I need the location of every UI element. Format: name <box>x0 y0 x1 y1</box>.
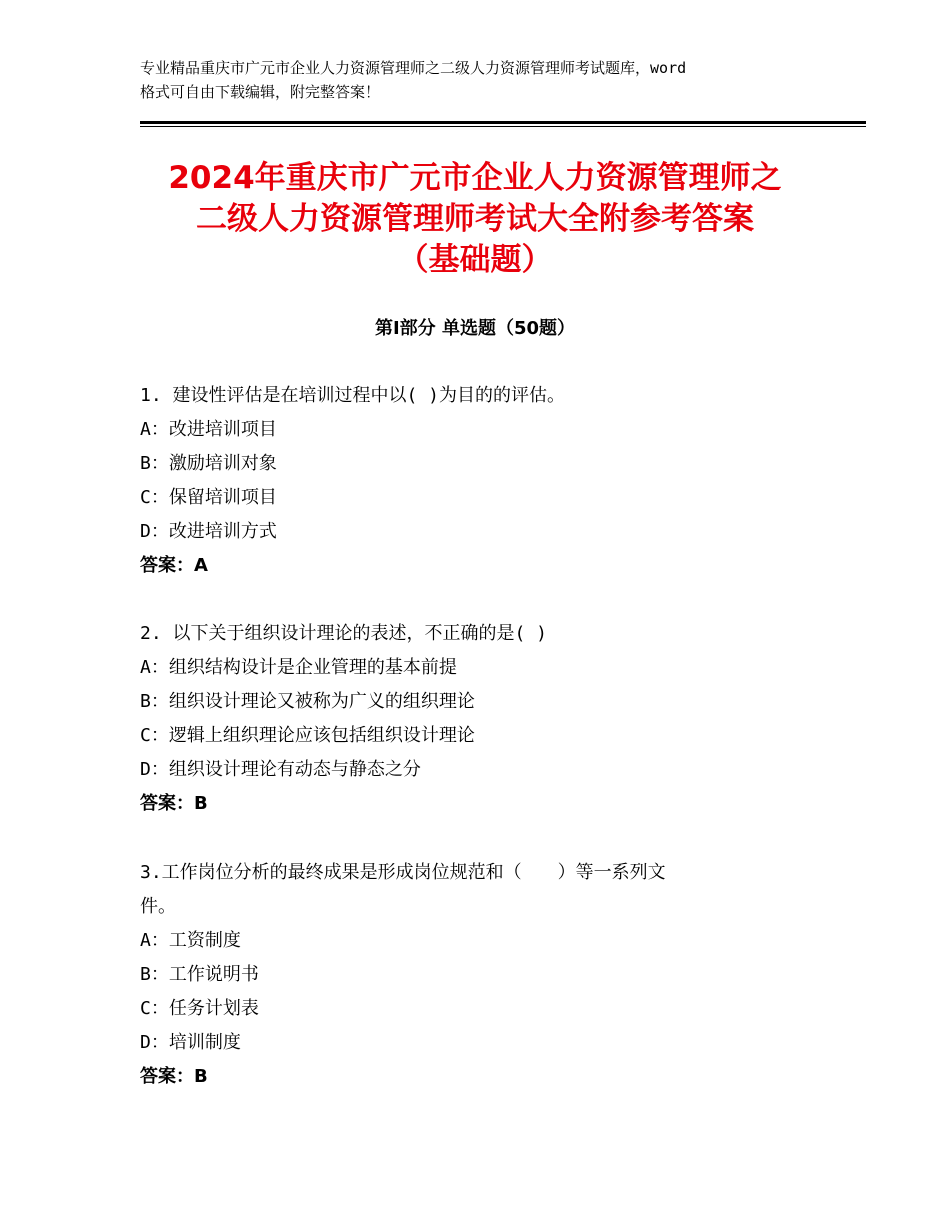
header-note-line: 格式可自由下载编辑，附完整答案！ <box>140 83 381 101</box>
option-c: C：任务计划表 <box>140 998 259 1019</box>
question-3 <box>140 856 820 1094</box>
question-stem: 2. 以下关于组织设计理论的表述，不正确的是( ) <box>140 623 548 644</box>
question-1 <box>140 379 820 583</box>
answer-line: 答案：A <box>140 555 208 576</box>
title-line: 二级人力资源管理师考试大全附参考答案 <box>196 201 754 237</box>
header-note <box>140 56 830 104</box>
question-stem: 3.工作岗位分析的最终成果是形成岗位规范和（ ）等一系列文 <box>140 862 666 883</box>
title-line: 2024年重庆市广元市企业人力资源管理师之 <box>168 160 782 196</box>
option-c: C：保留培训项目 <box>140 487 277 508</box>
header-note-line: 专业精品重庆市广元市企业人力资源管理师之二级人力资源管理师考试题库，word <box>140 59 687 77</box>
option-d: D：培训制度 <box>140 1032 241 1053</box>
answer-line: 答案：B <box>140 793 208 814</box>
document-title <box>100 158 850 281</box>
question-2 <box>140 617 820 821</box>
section-title: 第Ⅰ部分 单选题（50题） <box>374 318 575 339</box>
option-c: C：逻辑上组织理论应该包括组织设计理论 <box>140 725 475 746</box>
option-d: D：改进培训方式 <box>140 521 277 542</box>
question-stem-continued: 件。 <box>140 896 176 917</box>
option-d: D：组织设计理论有动态与静态之分 <box>140 759 421 780</box>
option-a: A：改进培训项目 <box>140 419 277 440</box>
option-a: A：工资制度 <box>140 930 241 951</box>
option-a: A：组织结构设计是企业管理的基本前提 <box>140 657 457 678</box>
option-b: B：组织设计理论又被称为广义的组织理论 <box>140 691 475 712</box>
option-b: B：激励培训对象 <box>140 453 277 474</box>
header-rule-thick <box>140 121 866 124</box>
answer-line: 答案：B <box>140 1066 208 1087</box>
option-b: B：工作说明书 <box>140 964 259 985</box>
question-stem: 1. 建设性评估是在培训过程中以( )为目的的评估。 <box>140 385 566 406</box>
header-rule-thin <box>140 126 866 127</box>
title-line: （基础题） <box>397 242 553 278</box>
